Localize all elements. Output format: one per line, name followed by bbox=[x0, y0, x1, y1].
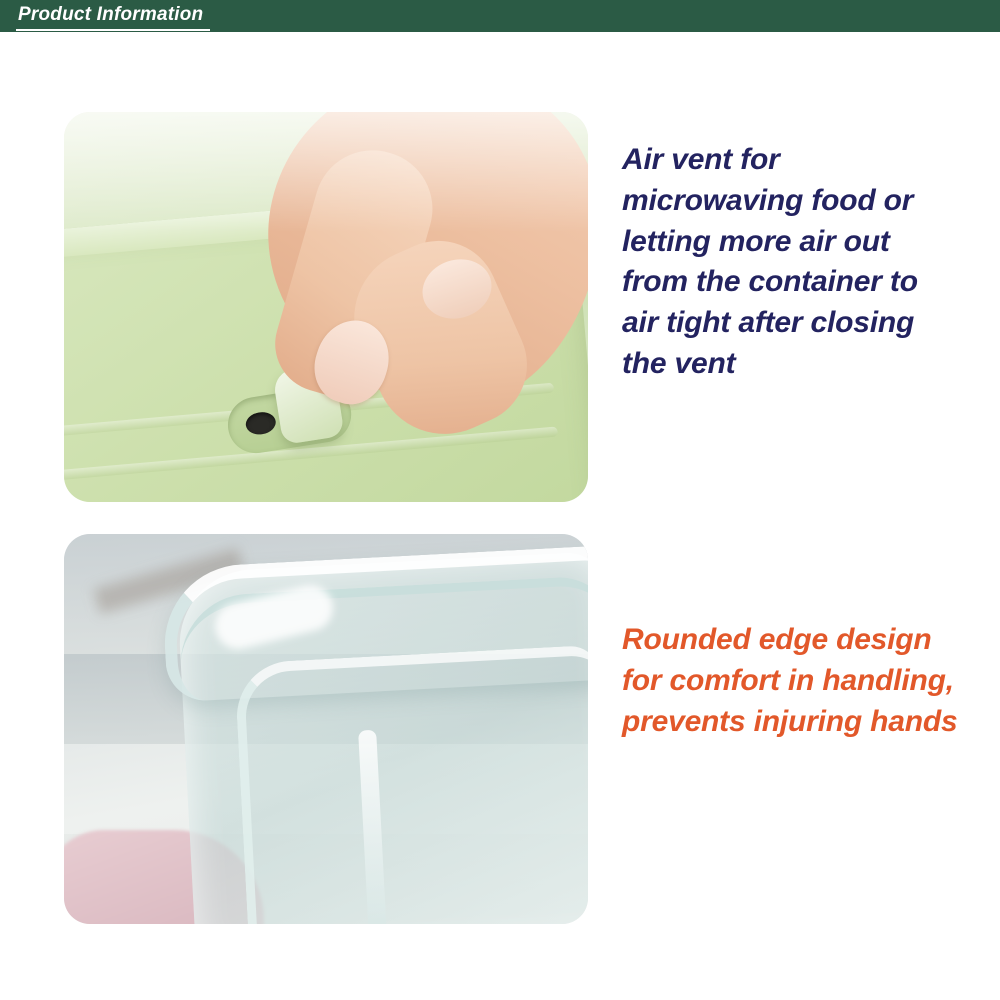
header-bar bbox=[0, 0, 1000, 32]
rounded-edge-caption: Rounded edge design for comfort in handling, prevents injuring hands bbox=[622, 623, 958, 738]
air-vent-caption: Air vent for microwaving food or letting more air out from the container to air tight after closing the vent bbox=[622, 143, 918, 380]
feature-row-rounded-edge bbox=[64, 534, 962, 924]
title-underline bbox=[16, 29, 210, 31]
vent-hole bbox=[244, 410, 277, 436]
air-vent-photo bbox=[64, 112, 588, 502]
rounded-edge-photo bbox=[64, 534, 588, 924]
feature-row-air-vent bbox=[64, 112, 962, 502]
photo-highlight bbox=[64, 112, 588, 232]
page-title: Product Information bbox=[18, 4, 204, 25]
glass-inner-wall bbox=[234, 645, 588, 924]
